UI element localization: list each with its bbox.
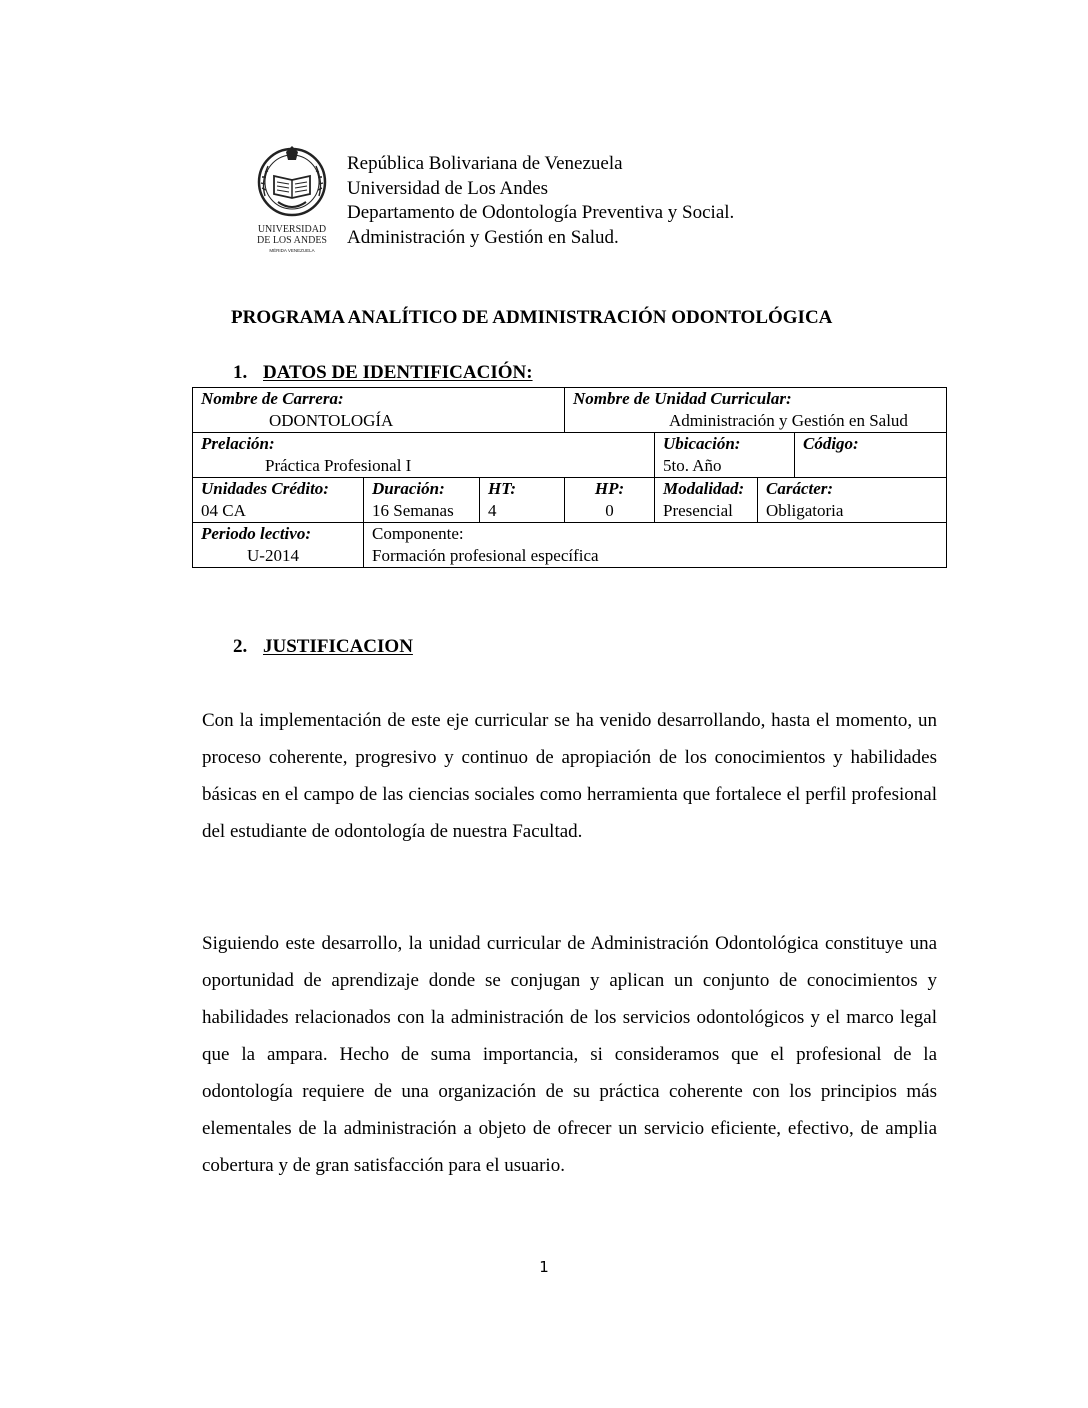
field-label: Prelación: <box>201 434 275 453</box>
field-label: Ubicación: <box>663 434 741 453</box>
identification-table <box>192 387 947 568</box>
section-number: 1. <box>233 362 248 383</box>
svg-text:DE LOS ANDES: DE LOS ANDES <box>256 235 328 246</box>
field-label: Componente: <box>372 524 464 543</box>
svg-text:UNIVERSIDAD: UNIVERSIDAD <box>257 224 327 235</box>
field-label: Duración: <box>372 479 445 498</box>
table-cell-ht <box>480 478 565 523</box>
table-row <box>193 478 947 523</box>
field-value: ODONTOLOGÍA <box>269 411 394 430</box>
field-label: Carácter: <box>766 479 834 498</box>
field-label: Modalidad: <box>663 479 745 498</box>
svg-text:MÉRIDA VENEZUELA: MÉRIDA VENEZUELA <box>269 248 315 253</box>
table-cell-prelacion <box>193 433 655 478</box>
field-label: HP: <box>594 479 625 498</box>
field-value: 5to. Año <box>663 456 722 475</box>
document-title: PROGRAMA ANALÍTICO DE ADMINISTRACIÓN ODONTOLÓGICA <box>231 307 833 328</box>
field-value: 04 CA <box>201 501 246 520</box>
table-cell-periodo <box>193 523 364 568</box>
letterhead-line-country: República Bolivariana de Venezuela <box>347 153 623 174</box>
field-value: 16 Semanas <box>372 501 454 520</box>
table-cell-unidad <box>565 388 947 433</box>
table-cell-carrera <box>193 388 565 433</box>
section-number: 2. <box>233 636 248 657</box>
justification-paragraph: Con la implementación de este eje curricular se ha venido desarrollando, hasta el momento, un proceso coherente, progresivo y continuo de apropiación de los conocimientos y habilidades básicas en el campo de las ciencias sociales como herramienta que fortalece el perfil profesional del estudiante de odontología de nuestra Facultad. <box>202 710 937 842</box>
table-cell-hp <box>565 478 655 523</box>
table-cell-ubicacion <box>655 433 795 478</box>
field-value: Obligatoria <box>766 501 844 520</box>
section-title: DATOS DE IDENTIFICACIÓN: <box>263 362 533 383</box>
field-value: Administración y Gestión en Salud <box>669 411 908 430</box>
section-title: JUSTIFICACION <box>263 636 413 657</box>
letterhead-line-department: Departamento de Odontología Preventiva y Social. <box>347 202 735 223</box>
field-label: Código: <box>803 434 859 453</box>
letterhead-line-unit: Administración y Gestión en Salud. <box>347 226 619 248</box>
table-cell-caracter <box>758 478 947 523</box>
table-cell-codigo <box>795 433 947 478</box>
table-cell-componente <box>364 523 947 568</box>
field-label: Periodo lectivo: <box>201 524 311 543</box>
field-value: Práctica Profesional I <box>265 456 412 475</box>
field-label: Unidades Crédito: <box>201 479 329 498</box>
letterhead <box>347 152 734 250</box>
section-heading-identification <box>233 362 533 384</box>
table-cell-creditos <box>193 478 364 523</box>
section-heading-justification <box>233 636 413 658</box>
table-cell-duracion <box>364 478 480 523</box>
table-row <box>193 388 947 433</box>
field-label: Nombre de Unidad Curricular: <box>573 389 792 408</box>
field-value: U-2014 <box>247 546 299 565</box>
field-value: 4 <box>488 501 497 520</box>
page-number: 1 <box>539 1258 549 1276</box>
table-row <box>193 433 947 478</box>
field-value: Formación profesional específica <box>372 546 599 565</box>
table-cell-modalidad <box>655 478 758 523</box>
field-label: Nombre de Carrera: <box>201 389 344 408</box>
field-label: HT: <box>488 479 517 498</box>
letterhead-line-university: Universidad de Los Andes <box>347 177 549 199</box>
field-value: 0 <box>605 501 614 520</box>
justification-paragraph: Siguiendo este desarrollo, la unidad curricular de Administración Odontológica constituye una oportunidad de aprendizaje donde se conjugan y aplican un conjunto de conocimientos y habilidades relacionados con la administración de los servicios odontológicos y el marco legal que la ampara. Hecho de suma importancia, si consideramos que el profesional de la odontología requiere de una organización de su práctica coherente con los principios más elementales de la administración a objeto de ofrecer un servicio eficiente, efectivo, de amplia cobertura y de gran satisfacción para el usuario. <box>202 933 937 1176</box>
table-row <box>193 523 947 568</box>
field-value: Presencial <box>663 501 733 520</box>
university-logo-icon <box>256 146 328 258</box>
